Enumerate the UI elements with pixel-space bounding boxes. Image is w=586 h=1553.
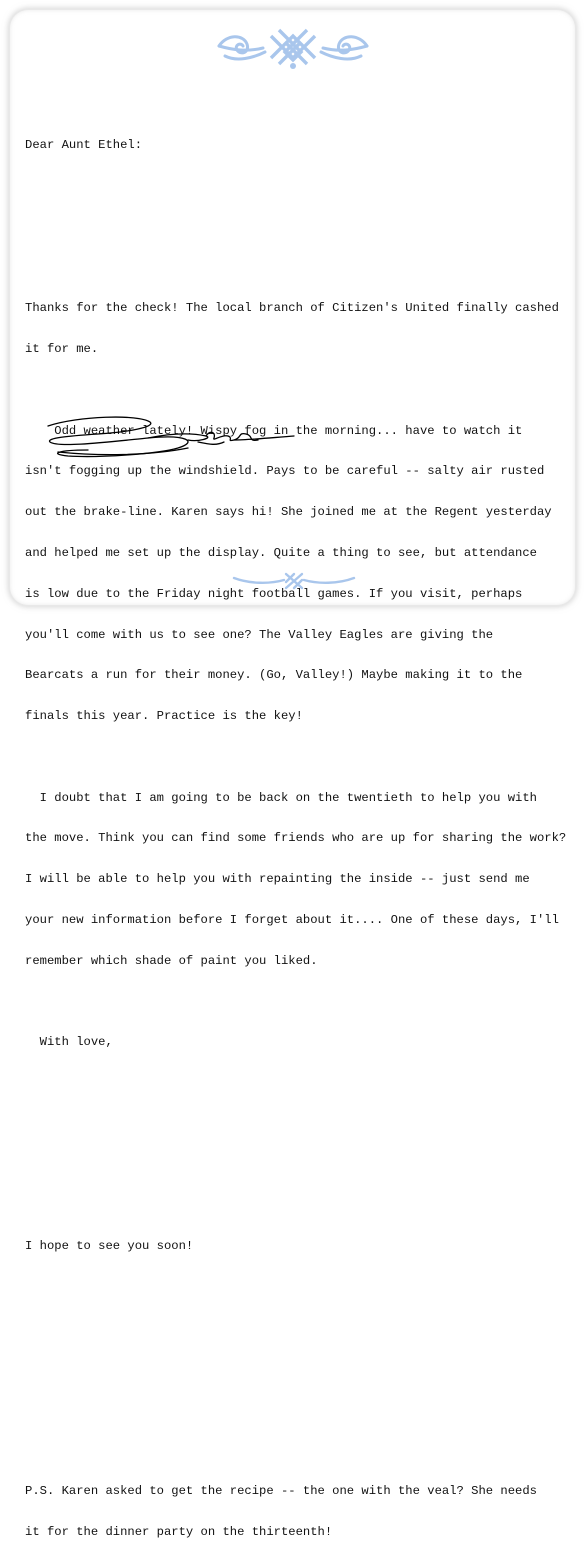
- paragraph-line: Thanks for the check! The local branch of Citizen's United finally cashed: [25, 301, 559, 316]
- paragraph-line: I doubt that I am going to be back on the twentieth to help you with: [25, 790, 537, 805]
- paragraph-line: is low due to the Friday night football games. If you visit, perhaps: [25, 586, 523, 601]
- paragraph-line: Bearcats a run for their money. (Go, Valley!) Maybe making it to the: [25, 668, 523, 683]
- paragraph-line: and helped me set up the display. Quite a thing to see, but attendance: [25, 546, 537, 560]
- paragraph-line: Odd weather lately! Wispy fog in the morning... have to watch it: [25, 423, 523, 438]
- handwritten-signature: [38, 412, 298, 464]
- decorative-flourish-icon: [230, 568, 358, 592]
- paragraph-line: remember which shade of paint you liked.: [25, 953, 318, 968]
- decorative-flourish-icon: [213, 26, 373, 72]
- paragraph-line: your new information before I forget about it.... One of these days, I'll: [25, 913, 559, 928]
- paragraph-line: out the brake-line. Karen says hi! She joined me at the Regent yesterday: [25, 505, 552, 520]
- paragraph-line: you'll come with us to see one? The Valley Eagles are giving the: [25, 627, 494, 642]
- paragraph-line: finals this year. Practice is the key!: [25, 709, 303, 724]
- ps-line: it for the dinner party on the thirteenth!: [25, 1524, 333, 1539]
- salutation: Dear Aunt Ethel:: [25, 138, 143, 153]
- paragraph-line: it for me.: [25, 342, 99, 357]
- paragraph-line: the move. Think you can find some friends who are up for sharing the work?: [25, 831, 567, 846]
- closing: With love,: [25, 1035, 113, 1050]
- paragraph-line: I will be able to help you with repainting the inside -- just send me: [25, 872, 530, 887]
- ps-line: P.S. Karen asked to get the recipe -- the one with the veal? She needs: [25, 1483, 537, 1498]
- letter-body: [25, 112, 565, 1553]
- after-signature-line: I hope to see you soon!: [25, 1239, 194, 1254]
- paragraph-line: isn't fogging up the windshield. Pays to be careful -- salty air rusted: [25, 464, 545, 479]
